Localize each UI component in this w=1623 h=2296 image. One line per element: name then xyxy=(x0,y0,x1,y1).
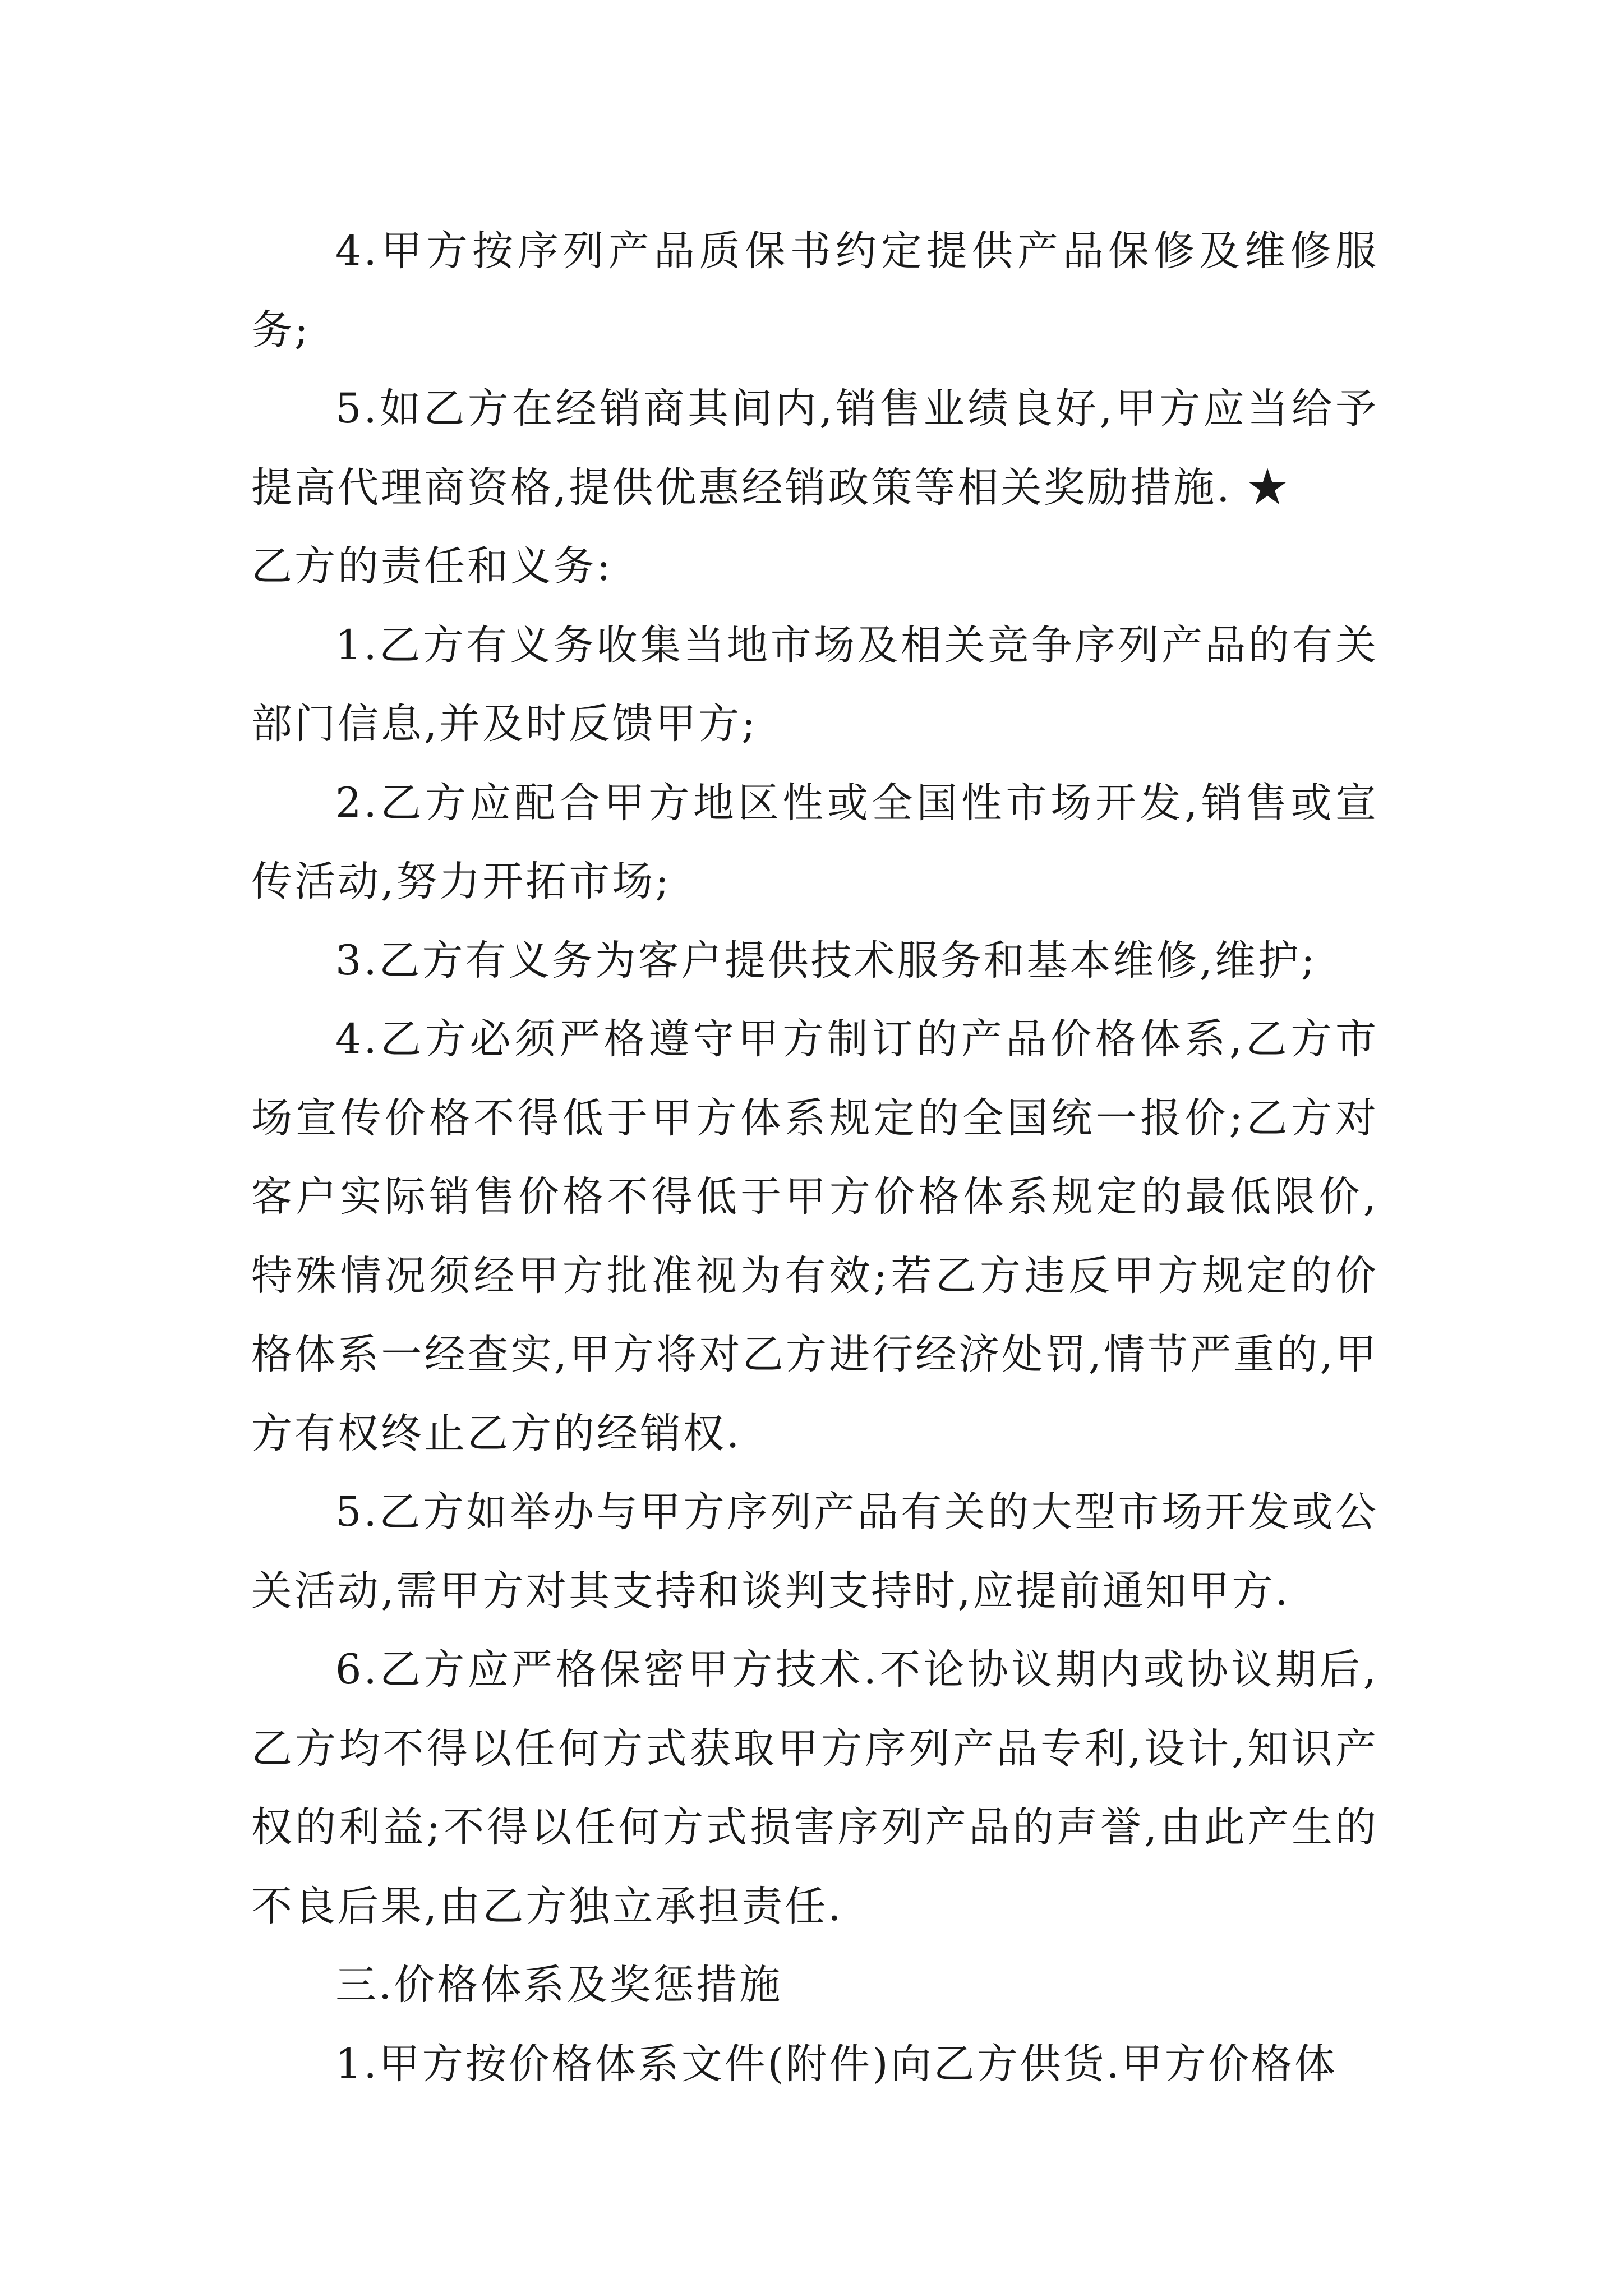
paragraph-party-a-warranty-service: 4.甲方按序列产品质保书约定提供产品保修及维修服务; xyxy=(251,227,1378,354)
section-heading-price-system: 三.价格体系及奖惩措施 xyxy=(335,1961,783,2009)
paragraph-party-b-confidentiality: 6.乙方应严格保密甲方技术.不论协议期内或协议期后,乙方均不得以任何方式获取甲方序列产品专利,设计,知识产权的利益;不得以任何方式损害序列产品的声誉,由此产生的不良后果,由乙方独立承担责任. xyxy=(251,1646,1378,1930)
paragraph-price-supply: 1.甲方按价格体系文件(附件)向乙方供货.甲方价格体 xyxy=(335,2040,1338,2088)
paragraph-party-b-cooperation: 2.乙方应配合甲方地区性或全国性市场开发,销售或宣传活动,努力开拓市场; xyxy=(251,779,1378,905)
paragraph-party-a-rewards: 5.如乙方在经销商其间内,销售业绩良好,甲方应当给予提高代理商资格,提供优惠经销政策等相关奖励措施. ★ xyxy=(251,385,1378,512)
paragraph-party-b-price-system: 4.乙方必须严格遵守甲方制订的产品价格体系,乙方市场宣传价格不得低于甲方体系规定的全国统一报价;乙方对客户实际销售价格不得低于甲方价格体系规定的最低限价,特殊情况须经甲方批准视为有效;若乙方违反甲方规定的价格体系一经查实,甲方将对乙方进行经济处罚,情节严重的,甲方有权终止乙方的经销权. xyxy=(251,1015,1378,1457)
section-heading-party-b-duties: 乙方的责任和义务: xyxy=(251,542,613,590)
paragraph-party-b-market-info: 1.乙方有义务收集当地市场及相关竞争序列产品的有关部门信息,并及时反馈甲方; xyxy=(251,621,1378,748)
document-body xyxy=(251,212,1378,2104)
paragraph-party-b-marketing-events: 5.乙方如举办与甲方序列产品有关的大型市场开发或公关活动,需甲方对其支持和谈判支持时,应提前通知甲方. xyxy=(251,1488,1378,1615)
paragraph-party-b-technical-service: 3.乙方有义务为客户提供技术服务和基本维修,维护; xyxy=(335,936,1317,984)
